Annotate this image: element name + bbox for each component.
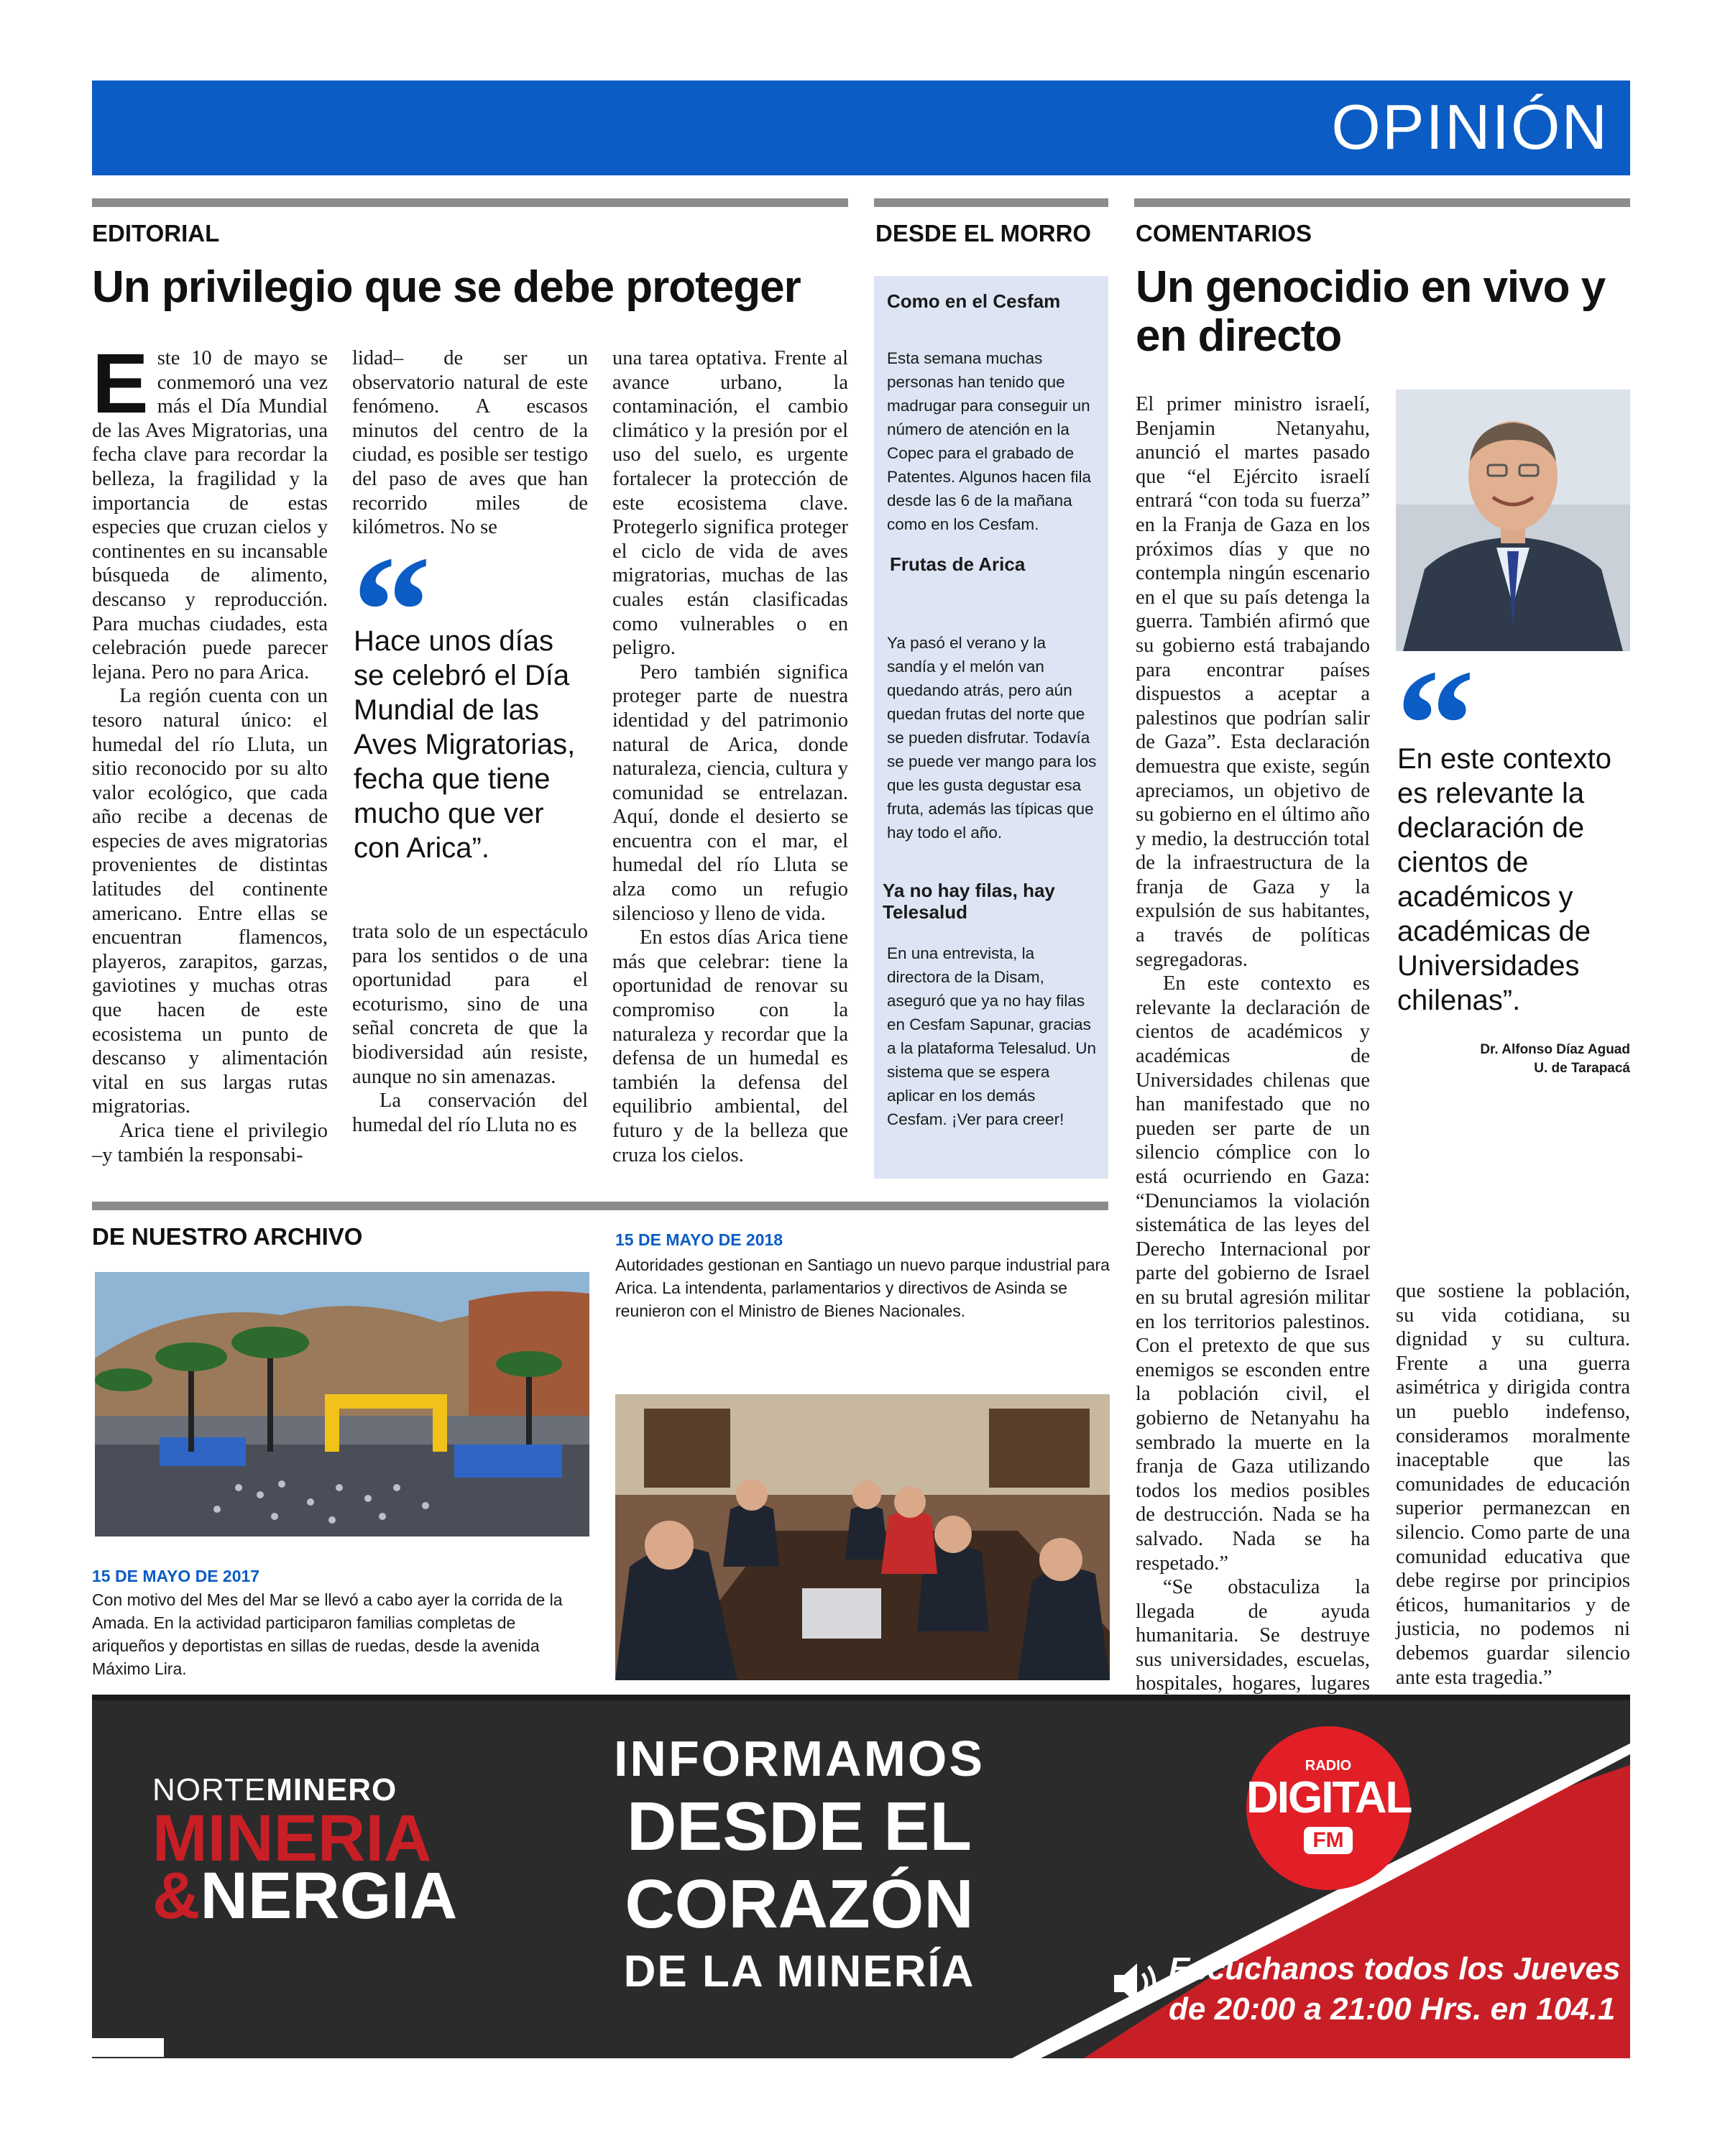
- comentarios-column-left: [1136, 392, 1370, 1744]
- section-title: OPINIÓN: [1331, 91, 1609, 162]
- archive-caption: Autoridades gestionan en Santiago un nuevo parque industrial para Arica. La intendenta, parlamentarios y directivos de Asinda se reunieron con el Ministro de Bienes Nacionales.: [615, 1256, 1110, 1320]
- radio-logo-small: RADIO: [1305, 1758, 1352, 1774]
- drop-cap: E: [92, 336, 149, 431]
- editorial-column-2-top: [352, 346, 588, 540]
- archive-photo-meeting: [615, 1394, 1110, 1680]
- editorial-label: EDITORIAL: [92, 220, 220, 247]
- editorial-column-3: [612, 346, 848, 1167]
- section-banner: [92, 80, 1630, 175]
- editorial-paragraph: Arica tiene el privilegio –y también la responsabi-: [92, 1120, 328, 1166]
- author-affiliation: U. de Tarapacá: [1534, 1061, 1630, 1076]
- morro-item-text: En una entrevista, la directora de la Disam, aseguró que ya no hay filas en Cesfam Sapunar, gracias a la plataforma Telesalud. Un sistema que se espera aplicar en los demás Cesfam. ¡Ver para creer!: [887, 944, 1097, 1128]
- comentarios-paragraph: “Se obstaculiza la llegada de ayuda humanitaria. Se destruye sus universidades, escuelas, hospitales, hogares, lugares: [1136, 1576, 1370, 1695]
- ad-slogan-line: INFORMAMOS: [613, 1731, 985, 1787]
- ad-slogan-line: DE LA MINERÍA: [623, 1947, 975, 1996]
- morro-box: [874, 276, 1108, 1179]
- morro-item-text: Esta semana muchas personas han tenido que madrugar para conseguir un número de atención en la Copec para el grabado de Patentes. Algunos hacen fila desde las 6 de la mañana como en los Cesfam.: [887, 349, 1091, 533]
- radio-logo-name: DIGITAL: [1246, 1773, 1412, 1823]
- editorial-paragraph: En estos días Arica tiene más que celebrar: tiene la oportunidad de renovar su compromiso con la naturaleza y recordar que la defensa de un humedal es también la defensa del equilibrio ambiental, del futuro y de la belleza que cruza los cielos.: [612, 926, 848, 1166]
- comentarios-paragraph: En este contexto es relevante la declaración de cientos de académicos y académicas de Universidades chilenas que han manifestado que no pueden ser parte de un silencio cómplice con lo está ocurriendo en Gaza: “Denunciamos la violación sistemática de las leyes del Derecho Internacional por parte del gobierno de Israel en su brutal agresión militar en los territorios palestinos. Con el pretexto de que sus enemigos se esconden entre la población civil, el gobierno de Netanyahu ha sembrado la muerte en la franja de Gaza utilizando todos los medios posibles de destrucción. Nada se ha salvado. Nada se ha respetado.”: [1136, 972, 1370, 1575]
- morro-rule: [874, 198, 1108, 207]
- morro-item-title: Como en el Cesfam: [887, 290, 1061, 312]
- editorial-paragraph: La conservación del humedal del río Lluta no es: [352, 1089, 588, 1136]
- ad-schedule: [1169, 1949, 1620, 2030]
- archive-caption: Con motivo del Mes del Mar se llevó a cabo ayer la corrida de la Amada. En la actividad participaron familias completas de ariqueños y deportistas en sillas de ruedas, desde la avenida Máximo Lira.: [92, 1590, 563, 1678]
- editorial-paragraph: lidad– de ser un observatorio natural de este fenómeno. A escasos minutos del centro de la ciudad, es posible ser testigo del paso de aves que han recorrido miles de kilómetros. No se: [352, 347, 588, 539]
- morro-item-title: Ya no hay filas, hay Telesalud: [883, 880, 1055, 923]
- ad-brand-energia: &NERGIA: [152, 1859, 458, 1932]
- comentarios-column-right: [1396, 1279, 1630, 1690]
- comentarios-rule: [1134, 198, 1630, 207]
- comentarios-paragraph: El primer ministro israelí, Benjamin Netanyahu, anunció el martes pasado que “el Ejército israelí entrará “con toda su fuerza” en la Franja de Gaza en los próximos días y que no contempla ningún escenario en el que su país detenga la guerra. También afirmó que su gobierno está trabajando para encontrar países dispuestos a aceptar a palestinos que podrían salir de Gaza”. Esta declaración demuestra que existe, según apreciamos, un objetivo de su gobierno en el último año y medio, la destrucción total de la infraestructura de la franja de Gaza y la expulsión de sus habitantes, a través de políticas segregadoras.: [1136, 393, 1370, 971]
- ad-brand-mineria: MINERIA: [152, 1802, 432, 1875]
- radio-logo: [1246, 1726, 1410, 1890]
- archive-date: 15 DE MAYO DE 2017: [92, 1567, 260, 1585]
- archive-photo-race: [95, 1272, 589, 1537]
- archivo-label: DE NUESTRO ARCHIVO: [92, 1223, 363, 1250]
- morro-label: DESDE EL MORRO: [875, 220, 1092, 247]
- ad-corner-mark: [92, 2038, 164, 2057]
- ad-schedule-line: de 20:00 a 21:00 Hrs. en 104.1: [1169, 1991, 1616, 2027]
- editorial-headline: Un privilegio que se debe proteger: [92, 262, 801, 312]
- editorial-paragraph: La región cuenta con un tesoro natural único: el humedal del río Lluta, un sitio reconocido por su alto valor ecológico, que cada año recibe a decenas de especies de aves migratorias provenientes de distintas latitudes del continente americano. Entre ellas se encuentran flamencos, playeros, zarapitos, garzas, gaviotines y muchas otras que hacen de este ecosistema un punto de descanso y alimentación vital en sus largas rutas migratorias.: [92, 685, 328, 1118]
- author-name: Dr. Alfonso Díaz Aguad: [1480, 1042, 1630, 1057]
- speaker-icon: [1111, 1955, 1162, 2012]
- editorial-paragraph: Pero también significa proteger parte de nuestra identidad y del patrimonio natural de Arica, donde naturaleza, ciencia, cultura y comunidad se entrelazan. Aquí, donde el desierto se encuentra con el mar, el humedal del río Lluta se alza como un refugio silencioso y lleno de vida.: [612, 660, 848, 925]
- author-byline: [1396, 1041, 1630, 1078]
- editorial-paragraph: Este 10 de mayo se conmemoró una vez más el Día Mundial de las Aves Migratorias, una fecha clave para recordar la belleza, la fragilidad y la importancia de estas especies que cruzan cielos y continentes en su incansable búsqueda de alimento, descanso y reproducción. Para muchas ciudades, esta celebración puede parecer lejana. Pero no para Arica.: [92, 336, 328, 683]
- editorial-column-1: [92, 336, 328, 1167]
- comentarios-headline: Un genocidio en vivo y en directo: [1136, 262, 1606, 361]
- editorial-paragraph: una tarea optativa. Frente al avance urbano, la contaminación, el cambio climático y la presión por el uso del suelo, es urgente fortalecer la protección de este ecosistema clave. Protegerlo significa proteger el ciclo de vida de aves migratorias, muchas de las cuales están clasificadas como vulnerables o en peligro.: [612, 347, 848, 660]
- quote-mark-icon: [352, 553, 431, 632]
- ad-slogan: [584, 1729, 1015, 2001]
- ad-brand-top: NORTEMINERO: [152, 1772, 397, 1807]
- archivo-rule: [92, 1202, 1108, 1210]
- comentarios-paragraph: que sostiene la población, su vida cotidiana, su dignidad y su cultura. Frente a una guerra asimétrica y dirigida contra un pueblo indefenso, consideramos moralmente inaceptable que las comunidades de educación superior permanezcan en silencio. Como parte de una comunidad educativa que debe regirse por principios éticos, humanitarios y de justicia, no podemos ni debemos guardar silencio ante esta tragedia.”: [1396, 1280, 1630, 1689]
- radio-logo-fm: FM: [1304, 1827, 1353, 1854]
- morro-item-text: Ya pasó el verano y la sandía y el melón van quedando atrás, pero aún quedan frutas del norte que se pueden disfrutar. Todavía se puede ver mango para los que les gusta degustar esa fruta, además las típicas que hay todo el año.: [887, 634, 1097, 842]
- editorial-paragraph: trata solo de un espectáculo para los sentidos o de una oportunidad para el ecoturismo, sino de una señal concreta de que la biodiversidad aún resiste, aunque no sin amenazas.: [352, 921, 588, 1088]
- advertisement: [92, 1700, 1630, 2058]
- archive-date: 15 DE MAYO DE 2018: [615, 1230, 783, 1249]
- editorial-rule: [92, 198, 848, 207]
- comentarios-pull-quote: En este contexto es relevante la declaración de cientos de académicos y académicas de Universidades chilenas”.: [1397, 743, 1611, 1016]
- author-photo: [1396, 390, 1630, 651]
- editorial-column-2-bottom: [352, 920, 588, 1137]
- comentarios-label: COMENTARIOS: [1136, 220, 1312, 247]
- ad-schedule-line: Escúchanos todos los Jueves: [1169, 1951, 1621, 1986]
- ad-slogan-line: CORAZÓN: [625, 1866, 974, 1943]
- ad-slogan-line: DESDE EL: [626, 1788, 972, 1865]
- morro-item-title: Frutas de Arica: [890, 553, 1026, 575]
- quote-mark-icon: [1396, 667, 1475, 746]
- editorial-pull-quote: Hace unos días se celebró el Día Mundial de las Aves Migratorias, fecha que tiene mucho que ver con Arica”.: [354, 625, 576, 864]
